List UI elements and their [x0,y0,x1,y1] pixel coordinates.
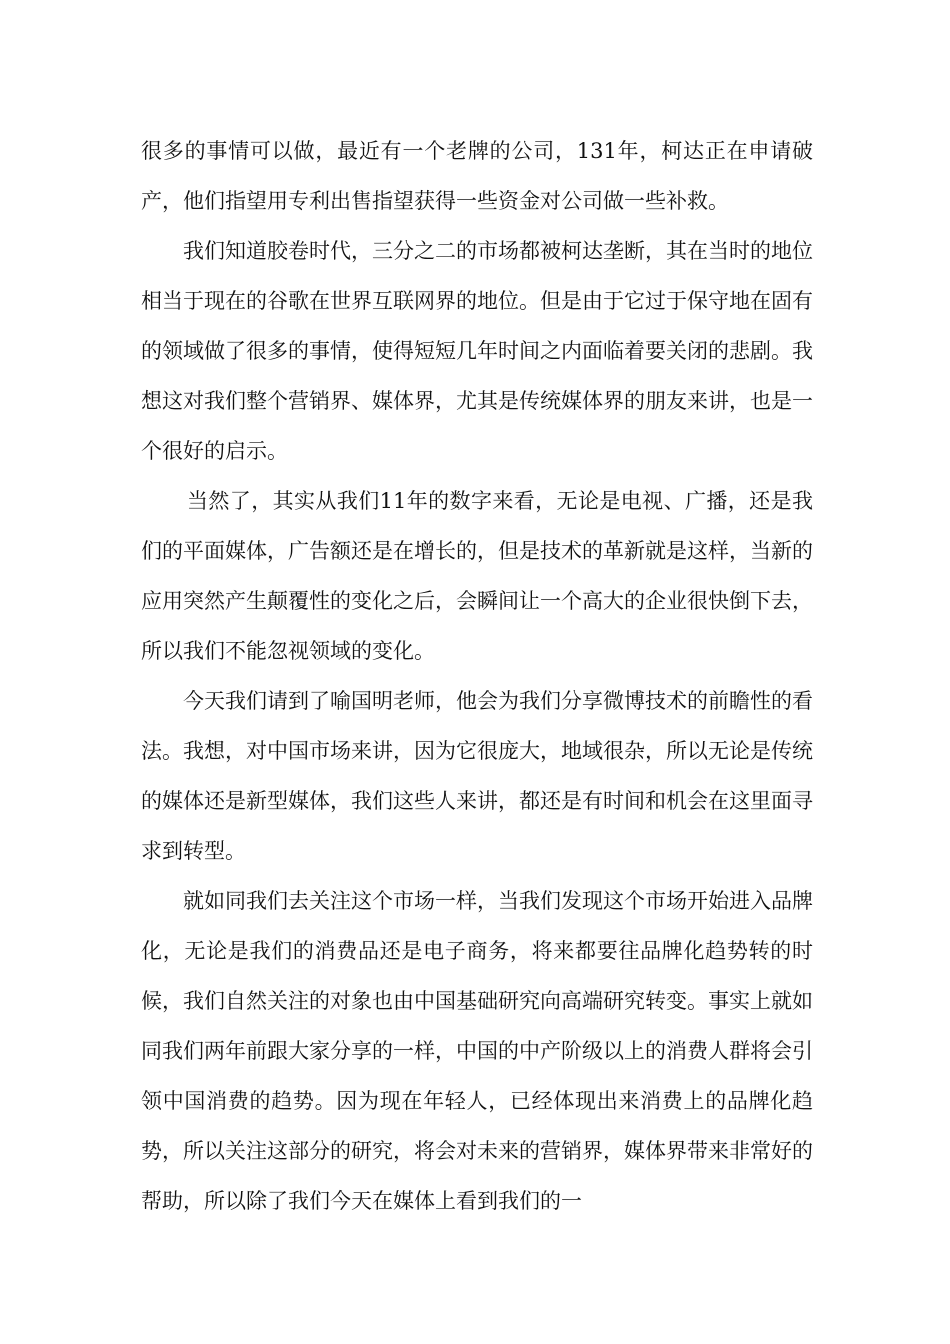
paragraph-1: 很多的事情可以做，最近有一个老牌的公司，131年，柯达正在申请破产，他们指望用专利出售指望获得一些资金对公司做一些补救。 [141,139,813,213]
paragraph-2: 我们知道胶卷时代，三分之二的市场都被柯达垄断，其在当时的地位相当于现在的谷歌在世界互联网界的地位。但是由于它过于保守地在固有的领域做了很多的事情，使得短短几年时间之内面临着要关闭的悲剧。我想这对我们整个营销界、媒体界，尤其是传统媒体界的朋友来讲，也是一个很好的启示。 [141,239,813,463]
paragraph-3: 当然了，其实从我们11年的数字来看，无论是电视、广播，还是我们的平面媒体，广告额还是在增长的，但是技术的革新就是这样，当新的应用突然产生颠覆性的变化之后，会瞬间让一个高大的企业很快倒下去，所以我们不能忽视领域的变化。 [141,489,813,663]
paragraph-5: 就如同我们去关注这个市场一样，当我们发现这个市场开始进入品牌化，无论是我们的消费品还是电子商务，将来都要往品牌化趋势转的时候，我们自然关注的对象也由中国基础研究向高端研究转变。事实上就如同我们两年前跟大家分享的一样，中国的中产阶级以上的消费人群将会引领中国消费的趋势。因为现在年轻人，已经体现出来消费上的品牌化趋势，所以关注这部分的研究，将会对未来的营销界，媒体界带来非常好的帮助，所以除了我们今天在媒体上看到我们的一 [141,889,813,1213]
paragraph-4: 今天我们请到了喻国明老师，他会为我们分享微博技术的前瞻性的看法。我想，对中国市场来讲，因为它很庞大，地域很杂，所以无论是传统的媒体还是新型媒体，我们这些人来讲，都还是有时间和机会在这里面寻求到转型。 [141,689,813,863]
document-body [141,126,813,1226]
